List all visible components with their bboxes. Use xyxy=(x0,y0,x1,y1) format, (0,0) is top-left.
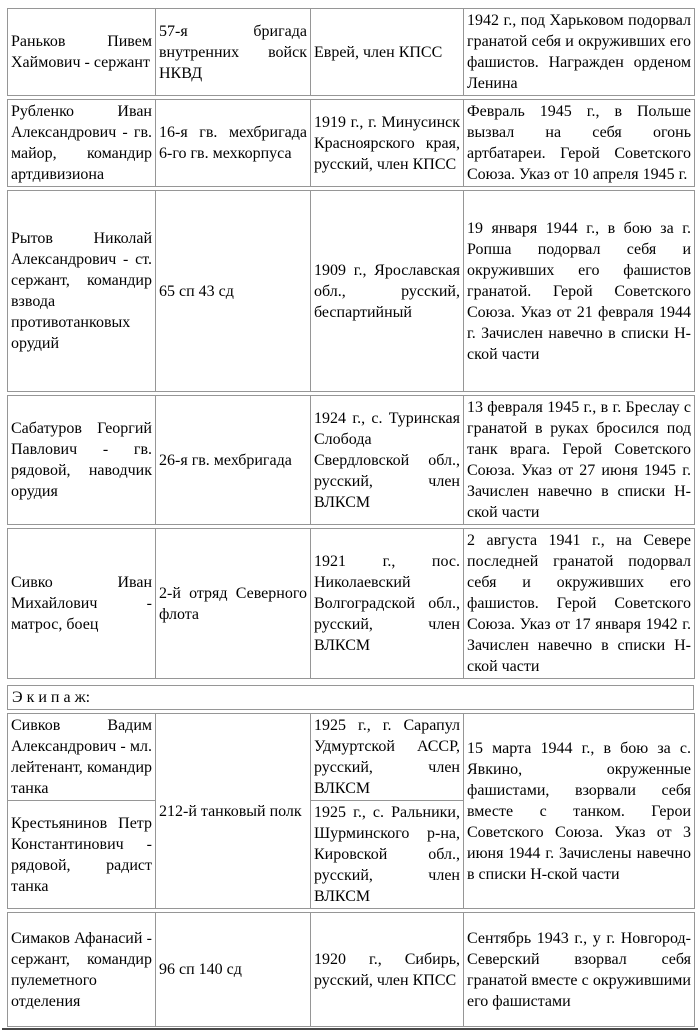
soldier-row-sivko xyxy=(7,528,695,679)
crew-rows-table xyxy=(7,713,695,909)
name-cell: Крестьянинов Петр Константинович - рядовой, радист танка xyxy=(8,801,156,909)
deed-cell: 1942 г., под Харьковом подорвал гранатой себя и окруживших его фашистов. Награжден орденом Ленина xyxy=(464,9,695,96)
deed-cell: 15 марта 1944 г., в бою за с. Явкино, окруженные фашистами, взорвали себя вместе с танком. Герои Советского Союза. Указ от 3 июня 1944 г. Зачислены навечно в списки Н-ской части xyxy=(464,714,695,909)
origin-cell: 1921 г., пос. Николаевский Волгоградской обл., русский, член ВЛКСМ xyxy=(311,529,464,679)
unit-cell: 212-й танковый полк xyxy=(156,714,311,909)
soldier-row-sabaturov xyxy=(7,395,695,525)
name-cell: Симаков Афанасий - сержант, командир пулеметного отделения xyxy=(8,913,156,1027)
name-cell: Сивков Вадим Александрович - мл. лейтенант, командир танка xyxy=(8,714,156,801)
soldier-row-rytov xyxy=(7,190,695,392)
unit-cell: 96 сп 140 сд xyxy=(156,913,311,1027)
unit-cell: 26-я гв. мехбригада xyxy=(156,396,311,525)
soldier-row-simakov xyxy=(7,912,695,1027)
name-cell: Рубленко Иван Александрович - гв. майор, командир артдивизиона xyxy=(8,100,156,187)
deed-cell: Сентябрь 1943 г., у г. Новгород-Северский взорвал себя гранатой вместе с окружившими его фашистами xyxy=(464,913,695,1027)
name-cell: Сивко Иван Михайлович - матрос, боец xyxy=(8,529,156,679)
deed-cell: 19 января 1944 г., в бою за г. Ропша подорвал себя и окруживших его фашистов гранатой. Герой Советского Союза. Указ от 21 февраля 1944 г. Зачислен навечно в списки Н-ской части xyxy=(464,191,695,392)
origin-cell: 1925 г., г. Сарапул Удмуртской АССР, русский, член ВЛКСМ xyxy=(311,714,464,801)
unit-cell: 16-я гв. мехбригада 6-го гв. мехкорпуса xyxy=(156,100,311,187)
origin-cell: 1925 г., с. Ральники, Шурминского р-на, Кировской обл., русский, член ВЛКСМ xyxy=(311,801,464,909)
soldier-row-rublenko xyxy=(7,99,695,187)
crew-label: Э к и п а ж: xyxy=(8,686,694,710)
name-cell: Рытов Николай Александрович - ст. сержант, командир взвода противотанковых орудий xyxy=(8,191,156,392)
deed-cell: Февраль 1945 г., в Польше вызвал на себя огонь артбатареи. Герой Советского Союза. Указ от 10 апреля 1945 г. xyxy=(464,100,695,187)
deed-cell: 13 февраля 1945 г., в г. Бреслау с гранатой в руках бросился под танк врага. Герой Советского Союза. Указ от 27 июня 1945 г. Зачислен навечно в списки Н-ской части xyxy=(464,396,695,525)
origin-cell: 1919 г., г. Минусинск Красноярского края, русский, член КПСС xyxy=(311,100,464,187)
origin-cell: 1924 г., с. Туринская Слобода Свердловской обл., русский, член ВЛКСМ xyxy=(311,396,464,525)
unit-cell: 65 сп 43 сд xyxy=(156,191,311,392)
origin-cell: Еврей, член КПСС xyxy=(311,9,464,96)
name-cell: Сабатуров Георгий Павлович - гв. рядовой, наводчик орудия xyxy=(8,396,156,525)
origin-cell: 1920 г., Сибирь, русский, член КПСС xyxy=(311,913,464,1027)
origin-cell: 1909 г., Ярославская обл., русский, беспартийный xyxy=(311,191,464,392)
name-cell: Раньков Пивем Хаймович - сержант xyxy=(8,9,156,96)
unit-cell: 57-я бригада внутренних войск НКВД xyxy=(156,9,311,96)
soldier-row-rankov xyxy=(7,8,695,96)
crew-header-row xyxy=(7,685,694,710)
unit-cell: 2-й отряд Северного флота xyxy=(156,529,311,679)
deed-cell: 2 августа 1941 г., на Севере последней гранатой подорвал себя и окруживших его фашистов. Герой Советского Союза. Указ от 17 января 1942 г. Зачислен навечно в списки Н-ской части xyxy=(464,529,695,679)
